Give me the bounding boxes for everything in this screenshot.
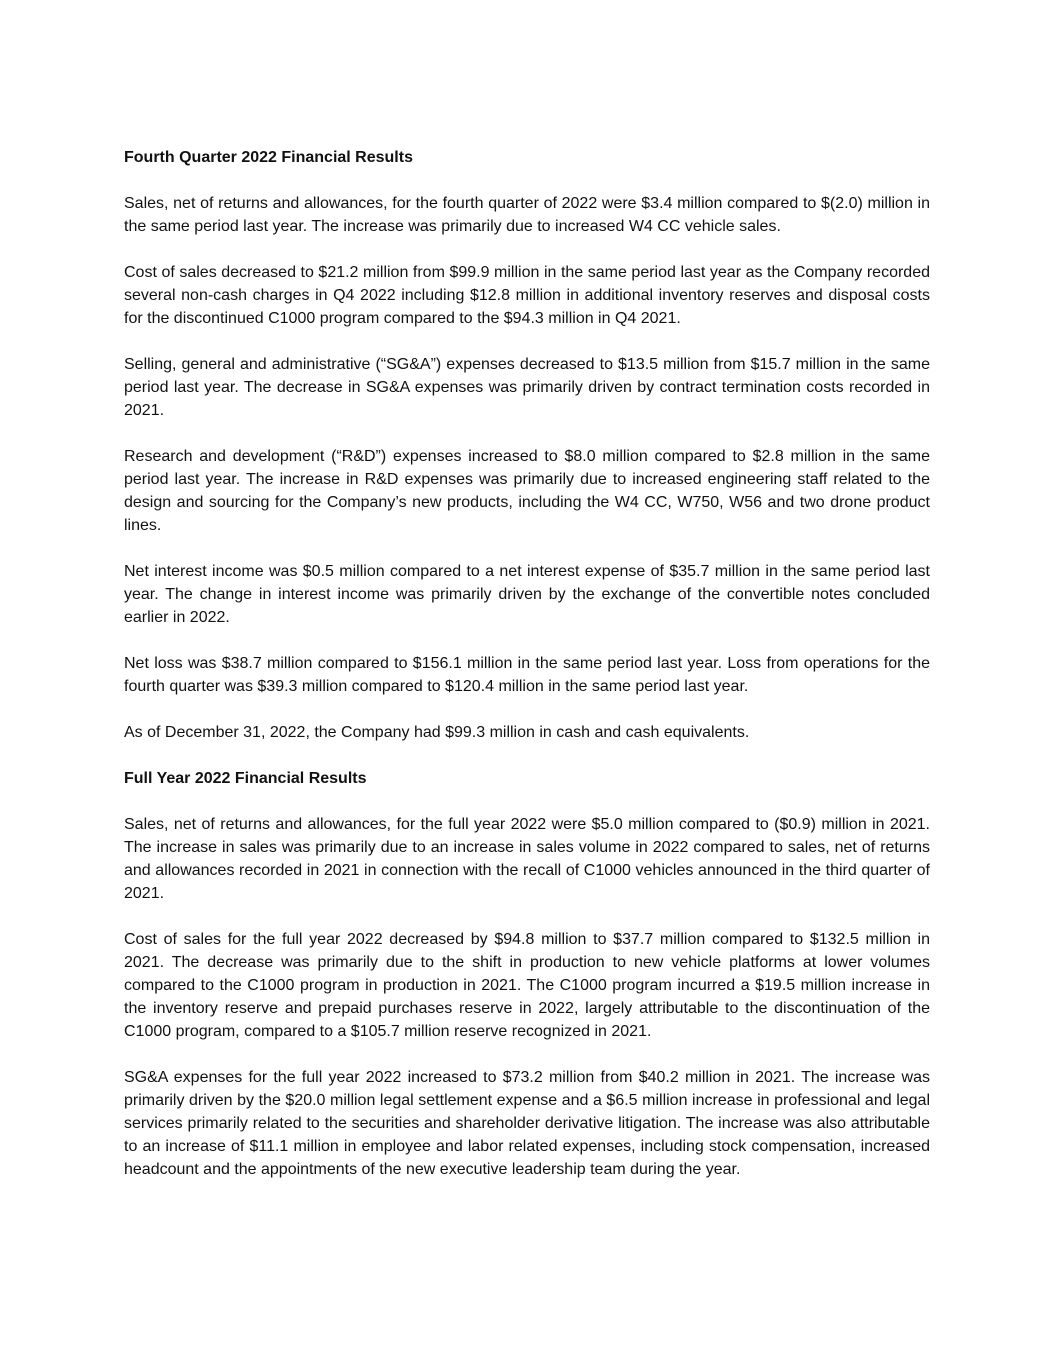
paragraph: Cost of sales for the full year 2022 decreased by $94.8 million to $37.7 million compared to $132.5 million in 2021. The decrease was primarily due to the shift in production to new vehicle platforms at lower volumes compared to the C1000 program in production in 2021. The C1000 program incurred a $19.5 million increase in the inventory reserve and prepaid purchases reserve in 2022, largely attributable to the discontinuation of the C1000 program, compared to a $105.7 million reserve recognized in 2021.: [124, 931, 930, 1040]
section-q4-results: [124, 146, 930, 744]
section-full-year-results: [124, 767, 930, 1181]
document-page: [124, 146, 930, 1204]
paragraph: Sales, net of returns and allowances, for the full year 2022 were $5.0 million compared to ($0.9) million in 2021. The increase in sales was primarily due to an increase in sales volume in 2022 compared to sales, net of returns and allowances recorded in 2021 in connection with the recall of C1000 vehicles announced in the third quarter of 2021.: [124, 816, 930, 902]
paragraph: Sales, net of returns and allowances, for the fourth quarter of 2022 were $3.4 million compared to $(2.0) million in the same period last year. The increase was primarily due to increased W4 CC vehicle sales.: [124, 195, 930, 235]
paragraph: Net loss was $38.7 million compared to $156.1 million in the same period last year. Loss from operations for the fourth quarter was $39.3 million compared to $120.4 million in the same period last year.: [124, 655, 930, 695]
paragraph: SG&A expenses for the full year 2022 increased to $73.2 million from $40.2 million in 2021. The increase was primarily driven by the $20.0 million legal settlement expense and a $6.5 million increase in professional and legal services primarily related to the securities and shareholder derivative litigation. The increase was also attributable to an increase of $11.1 million in employee and labor related expenses, including stock compensation, increased headcount and the appointments of the new executive leadership team during the year.: [124, 1069, 930, 1178]
paragraph: Selling, general and administrative (“SG&A”) expenses decreased to $13.5 million from $15.7 million in the same period last year. The decrease in SG&A expenses was primarily driven by contract termination costs recorded in 2021.: [124, 356, 930, 419]
paragraph: Research and development (“R&D”) expenses increased to $8.0 million compared to $2.8 million in the same period last year. The increase in R&D expenses was primarily due to increased engineering staff related to the design and sourcing for the Company’s new products, including the W4 CC, W750, W56 and two drone product lines.: [124, 448, 930, 534]
paragraph: As of December 31, 2022, the Company had $99.3 million in cash and cash equivalents.: [124, 724, 750, 741]
section-heading: Full Year 2022 Financial Results: [124, 770, 367, 787]
section-heading: Fourth Quarter 2022 Financial Results: [124, 149, 413, 166]
paragraph: Cost of sales decreased to $21.2 million from $99.9 million in the same period last year as the Company recorded several non-cash charges in Q4 2022 including $12.8 million in additional inventory reserves and disposal costs for the discontinued C1000 program compared to the $94.3 million in Q4 2021.: [124, 264, 930, 327]
paragraph: Net interest income was $0.5 million compared to a net interest expense of $35.7 million in the same period last year. The change in interest income was primarily driven by the exchange of the convertible notes concluded earlier in 2022.: [124, 563, 930, 626]
